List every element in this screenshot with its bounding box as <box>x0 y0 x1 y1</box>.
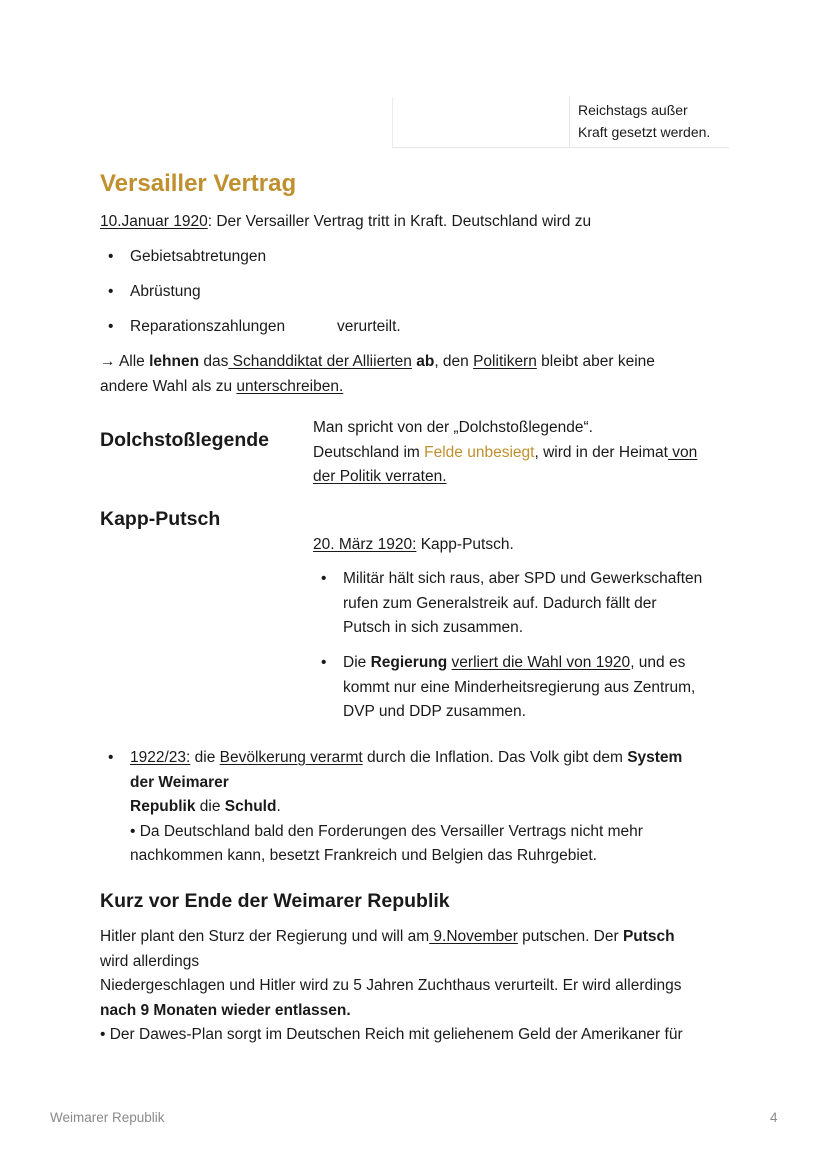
versailles-bullet-list <box>100 245 700 340</box>
text-run: die <box>195 798 225 815</box>
kurz-paragraph <box>100 925 750 1048</box>
text-run: Alle <box>115 353 150 370</box>
list-item-line <box>130 795 740 820</box>
list-item-text: Abrüstung <box>130 283 201 300</box>
highlighted-text: Felde unbesiegt <box>424 443 535 461</box>
paragraph-line <box>100 999 750 1024</box>
paragraph-line <box>313 441 733 466</box>
underlined-text: von <box>667 443 698 461</box>
list-item <box>100 280 700 305</box>
text-run: andere Wahl als zu <box>100 377 237 395</box>
list-item <box>100 245 700 270</box>
bold-text: nach 9 Monaten wieder entlassen. <box>100 1001 351 1019</box>
underlined-text: verliert die Wahl von 1920 <box>451 654 631 671</box>
text-run: durch die Inflation. Das Volk gibt dem <box>362 749 628 766</box>
list-item-line: rufen zum Generalstreik auf. Dadurch fällt der <box>343 594 657 612</box>
list-item-line: • Da Deutschland bald den Forderungen des Versailler Vertrags nicht mehr <box>130 822 643 840</box>
list-item <box>100 315 700 340</box>
list-item-line: • Militär hält sich raus, aber SPD und Gewerkschaften <box>343 570 703 587</box>
bold-text: lehnen <box>149 353 200 370</box>
underlined-text: unterschreiben. <box>236 377 344 395</box>
paragraph-line <box>100 350 740 375</box>
dolchstoss-text <box>313 416 733 490</box>
versailles-date: 10.Januar 1920 <box>100 213 208 230</box>
list-item <box>313 567 743 641</box>
underlined-text: Bevölkerung verarmt <box>219 749 363 766</box>
text-run: Deutschland im <box>313 443 425 461</box>
paragraph-line: wird allerdings <box>100 952 200 970</box>
text-run: , und es <box>630 654 686 671</box>
paragraph-line: Niedergeschlagen und Hitler wird zu 5 Jahren Zuchthaus verurteilt. Er wird allerdings <box>100 977 682 994</box>
list-item-line: DVP und DDP zusammen. <box>343 703 526 720</box>
bold-text: Putsch <box>622 928 675 945</box>
list-item <box>313 651 743 725</box>
text-run: , den <box>434 353 474 370</box>
text-run: Kapp-Putsch. <box>416 536 514 553</box>
text-run: putschen. Der <box>517 928 623 945</box>
kapp-date-line <box>313 533 514 558</box>
list-item-line <box>130 746 740 771</box>
text-run: . <box>276 798 281 815</box>
list-item-text: Gebietsabtretungen <box>130 248 267 265</box>
section-title-kurz: Kurz vor Ende der Weimarer Republik <box>100 890 450 912</box>
table-cell-line: Kraft gesetzt werden. <box>578 124 711 140</box>
table-divider <box>569 97 570 147</box>
table-cell-line: Reichstags außer <box>578 102 688 118</box>
section-title-kapp: Kapp-Putsch <box>100 508 221 530</box>
underlined-text: der Politik verraten. <box>313 468 447 485</box>
versailles-intro <box>100 210 591 235</box>
bold-text: Schuld <box>224 798 277 815</box>
bold-text: Republik <box>130 798 196 815</box>
text-run: das <box>199 353 229 370</box>
text-run: Die <box>343 654 371 671</box>
text-run: die <box>190 749 220 766</box>
table-fragment <box>392 97 729 148</box>
paragraph-line <box>100 925 750 950</box>
text-run: , wird in der Heimat <box>534 443 668 461</box>
kapp-bullet-list <box>313 567 743 725</box>
versailles-paragraph <box>100 350 740 399</box>
kapp-date: 20. März 1920: <box>313 536 417 553</box>
paragraph-line: Man spricht von der „Dolchstoßlegende“. <box>313 419 593 436</box>
section-title-dolchstoss: Dolchstoßlegende <box>100 429 270 451</box>
footer-title: Weimarer Republik <box>50 1110 165 1125</box>
list-item-line <box>343 651 743 676</box>
inflation-bullet-list <box>100 746 740 869</box>
versailles-intro-text: : Der Versailler Vertrag tritt in Kraft. Deutschland wird zu <box>207 213 592 230</box>
list-item-line: nachkommen kann, besetzt Frankreich und Belgien das Ruhrgebiet. <box>130 847 597 864</box>
underlined-text: Politikern <box>473 353 537 370</box>
list-item-line: Putsch in sich zusammen. <box>343 619 524 636</box>
underlined-text: 1922/23: <box>130 749 191 766</box>
bold-text: ab <box>416 353 435 370</box>
bold-text: der Weimarer <box>130 773 229 791</box>
text-run: bleibt aber keine <box>536 353 655 370</box>
underlined-text: Schanddiktat der Alliierten <box>228 353 412 370</box>
section-title-versailles: Versailler Vertrag <box>100 170 297 197</box>
bold-text: System <box>627 749 683 766</box>
paragraph-line <box>100 375 740 400</box>
list-item <box>100 746 740 869</box>
page-number: 4 <box>770 1110 778 1125</box>
text-run: Hitler plant den Sturz der Regierung und will am <box>100 928 430 945</box>
paragraph-line <box>313 465 733 490</box>
list-item-line <box>130 771 740 796</box>
table-cell <box>578 99 710 143</box>
paragraph-line: • Der Dawes-Plan sorgt im Deutschen Reich mit geliehenem Geld der Amerikaner für <box>100 1026 683 1043</box>
arrow-icon: → <box>100 353 116 370</box>
bullet-suffix: verurteilt. <box>337 318 401 335</box>
list-item-text: Reparationszahlungen <box>130 318 286 335</box>
list-item-line: kommt nur eine Minderheitsregierung aus Zentrum, <box>343 678 696 696</box>
bold-text: Regierung <box>370 654 448 671</box>
underlined-text: 9.November <box>429 928 518 945</box>
